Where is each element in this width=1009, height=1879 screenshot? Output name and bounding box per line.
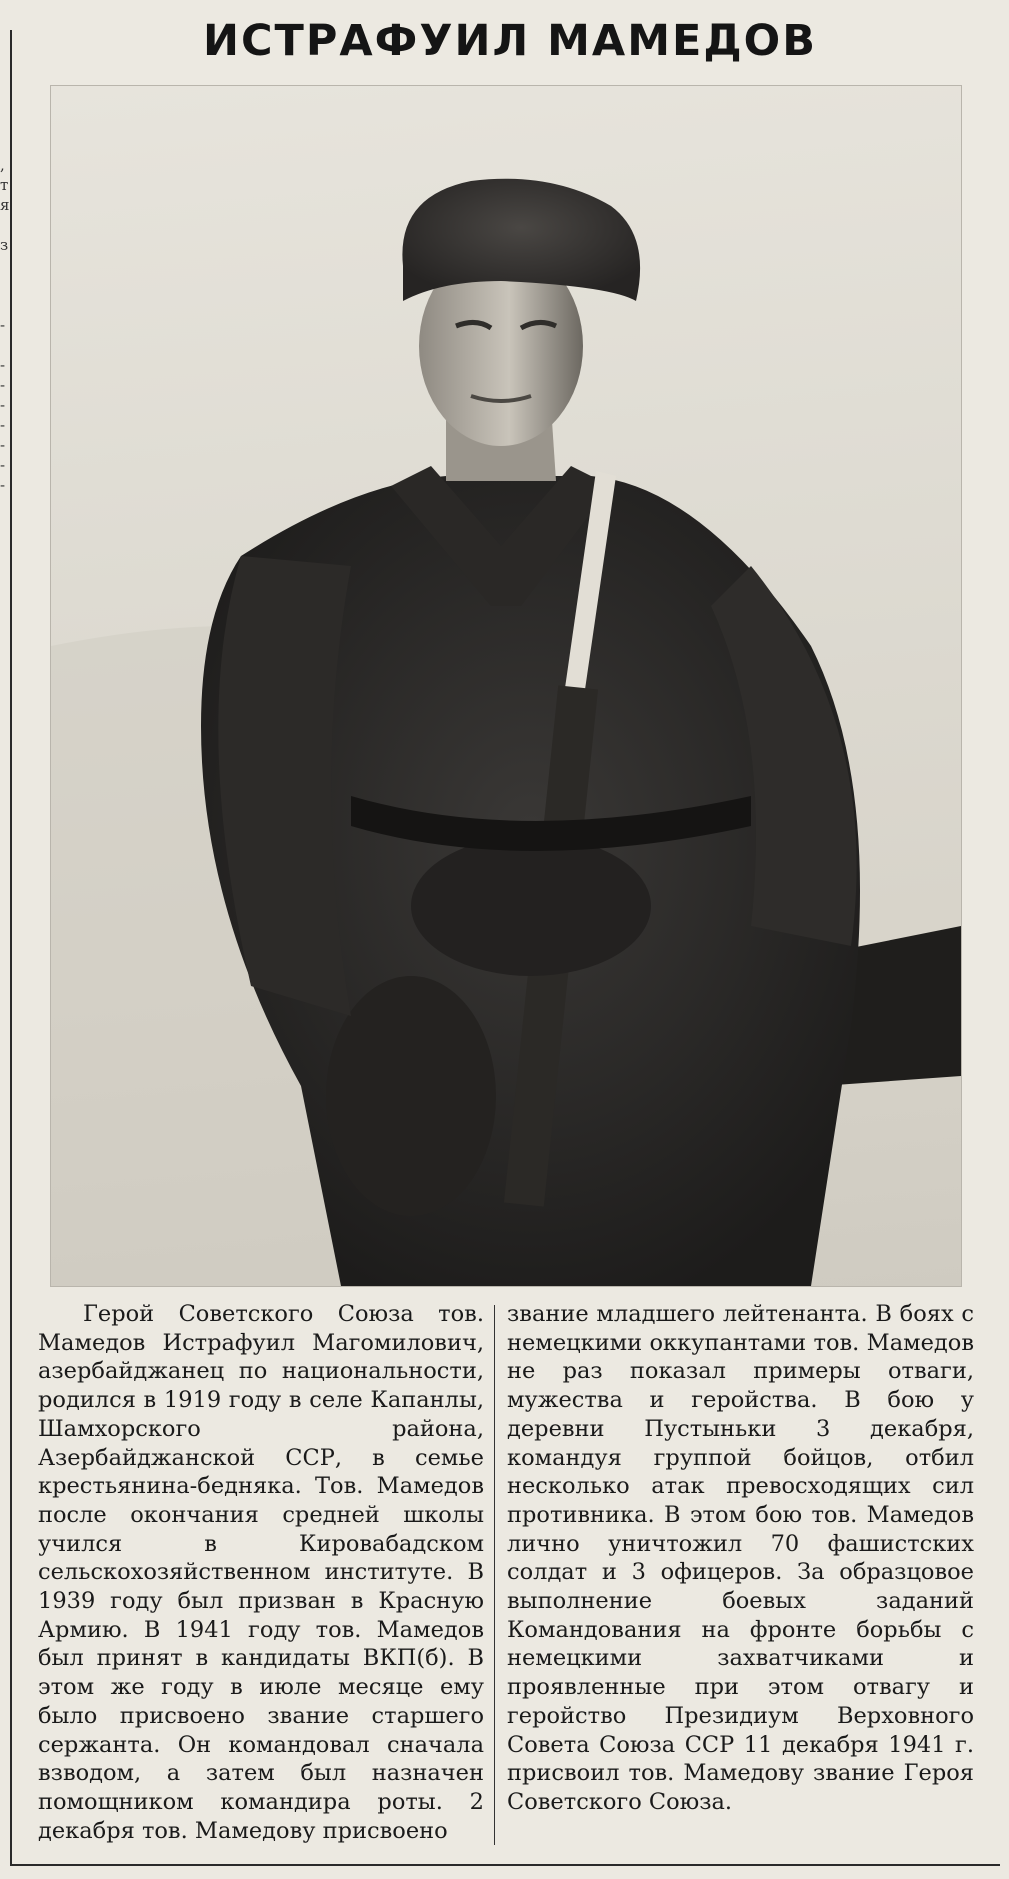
article-text-column-1: Герой Советского Союза тов. Мамедов Истрафуил Магомилович, азербайджанец по национальности, родился в 1919 году в селе Капанлы, Шамхорского района, Азербайджанской ССР, в семье крестьянина-бедняка. Тов. Мамедов после окончания средней школы учился в Кировабадском сельскохозяйственном институте. В 1939 году был призван в Красную Армию. В 1941 году тов. Мамедов был принят в кандидаты ВКП(б). В этом же году в июле месяце ему было присвоено звание старшего сержанта. Он командовал сначала взводом, а затем был назначен помощником командира роты. 2 декабря тов. Мамедову присвоено [38, 1301, 484, 1844]
margin-fragment [0, 295, 9, 315]
margin-fragment: - [0, 456, 6, 474]
left-column-rule [10, 30, 12, 1866]
adjacent-column-fragments [0, 155, 9, 495]
margin-fragment: , [0, 156, 5, 174]
margin-fragment: - [0, 316, 6, 334]
margin-fragment: - [0, 476, 6, 494]
margin-fragment [0, 275, 9, 295]
article-text-column-2: звание младшего лейтенанта. В боях с немецкими оккупантами тов. Мамедов не раз показал примеры отваги, мужества и геройства. В бою у деревни Пустыньки 3 декабря, командуя группой бойцов, отбил несколько атак превосходящих сил противника. В этом бою тов. Мамедов лично уничтожил 70 фашистских солдат и 3 офицеров. За образцовое выполнение боевых заданий Командования на фронте борьбы с немецкими захватчиками и проявленные при этом отвагу и геройство Президиум Верховного Совета Союза ССР 11 декабря 1941 г. присвоил тов. Мамедову звание Героя Советского Союза. [507, 1301, 974, 1815]
column-divider [494, 1305, 495, 1845]
margin-fragment: т [0, 176, 9, 194]
margin-fragment: - [0, 396, 6, 414]
margin-fragment: - [0, 376, 6, 394]
margin-fragment [0, 255, 9, 275]
margin-fragment [0, 335, 9, 355]
margin-fragment: - [0, 356, 6, 374]
margin-fragment: - [0, 416, 6, 434]
margin-fragment: я [0, 196, 10, 214]
portrait-photo [50, 85, 962, 1287]
margin-fragment: - [0, 436, 6, 454]
margin-fragment: з [0, 236, 9, 254]
article-title: ИСТРАФУИЛ МАМЕДОВ [203, 16, 817, 66]
margin-fragment [0, 215, 9, 235]
bottom-rule [10, 1864, 1000, 1866]
soldier-portrait-image [51, 86, 961, 1286]
